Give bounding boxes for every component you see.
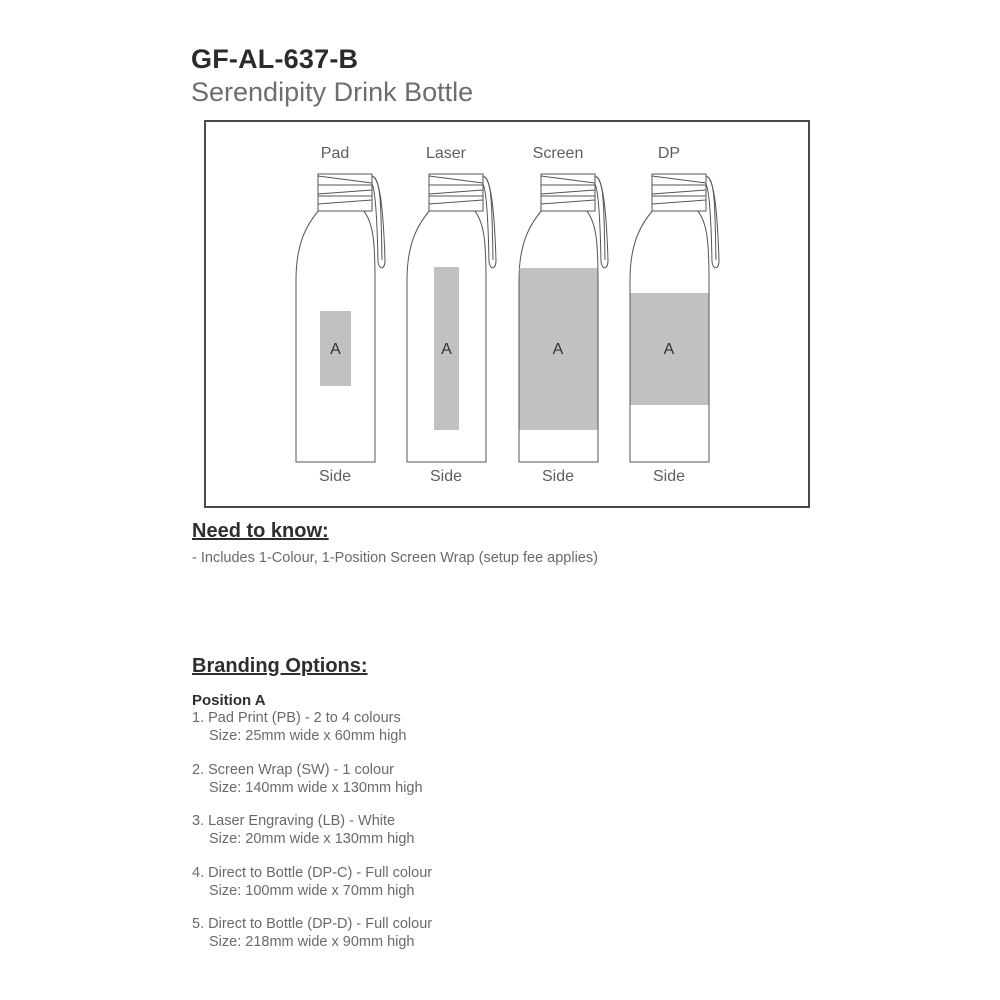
branding-options-heading: Branding Options: (192, 655, 368, 677)
option-line: 4. Direct to Bottle (DP-C) - Full colour (192, 865, 433, 881)
branding-option (192, 916, 432, 951)
bottle-screen-icon (514, 170, 614, 465)
position-title: Position A (192, 692, 266, 709)
area-a-label: A (552, 341, 564, 358)
method-label: Pad (320, 145, 350, 162)
option-size: Size: 140mm wide x 130mm high (209, 779, 423, 796)
need-to-know-item: - Includes 1-Colour, 1-Position Screen Wrap (setup fee applies) (192, 550, 598, 566)
option-line: 5. Direct to Bottle (DP-D) - Full colour (192, 916, 433, 932)
bottle-dp-icon (625, 170, 725, 465)
option-size: Size: 100mm wide x 70mm high (209, 882, 415, 899)
need-to-know-heading: Need to know: (192, 520, 329, 542)
product-name: Serendipity Drink Bottle (191, 77, 474, 107)
bottle-pad-icon (291, 170, 391, 465)
branding-diagram-frame (204, 120, 810, 508)
view-label: Side (652, 468, 686, 485)
option-size: Size: 25mm wide x 60mm high (209, 727, 407, 744)
product-code: GF-AL-637-B (191, 44, 359, 74)
method-label: Screen (532, 145, 584, 162)
area-a-label: A (330, 341, 341, 358)
area-a-label: A (441, 341, 452, 358)
method-label: Laser (425, 145, 467, 162)
method-label: DP (657, 145, 681, 162)
view-label: Side (318, 468, 352, 485)
branding-option (192, 762, 423, 797)
bottle-laser-icon (402, 170, 502, 465)
option-line: 3. Laser Engraving (LB) - White (192, 813, 396, 829)
option-size: Size: 20mm wide x 130mm high (209, 830, 415, 847)
branding-option (192, 865, 432, 900)
branding-option (192, 813, 415, 848)
view-label: Side (429, 468, 463, 485)
branding-option (192, 710, 406, 745)
option-line: 1. Pad Print (PB) - 2 to 4 colours (192, 710, 401, 726)
option-line: 2. Screen Wrap (SW) - 1 colour (192, 762, 394, 778)
view-label: Side (541, 468, 575, 485)
area-a-label: A (663, 341, 675, 358)
option-size: Size: 218mm wide x 90mm high (209, 933, 415, 950)
